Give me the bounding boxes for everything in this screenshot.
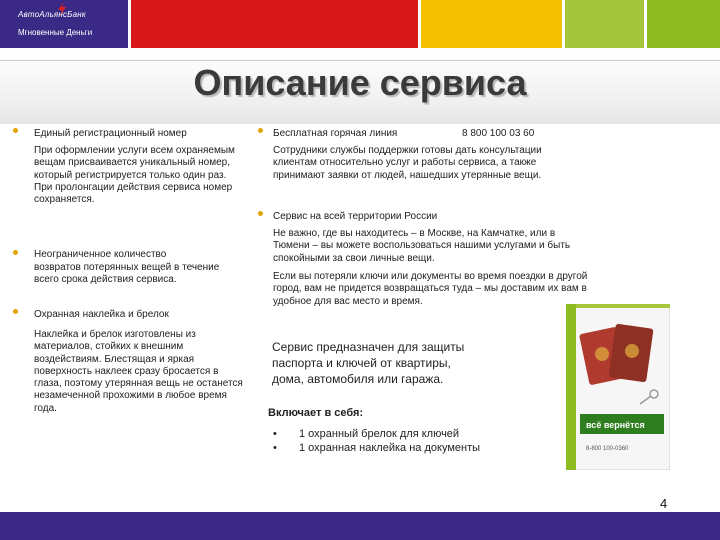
passport-icon bbox=[579, 324, 654, 386]
page-number: 4 bbox=[660, 496, 668, 511]
list-bullet-icon: • bbox=[273, 442, 277, 454]
includes-item-sticker: 1 охранная наклейка на документы bbox=[299, 442, 481, 454]
product-phone: 8-800 100-0360 bbox=[586, 446, 629, 452]
logo-top-text: АвтоАльянсБанк bbox=[18, 10, 86, 19]
header-strip-red bbox=[131, 0, 418, 48]
feature-body-number: При оформлении услуги всем охраняемым вещам присваивается уникальный номер, который регистрируется только один раз. При пролонгации действия сервиса номер сохраняется. bbox=[34, 145, 235, 206]
feature-title-hotline: Бесплатная горячая линия bbox=[273, 128, 398, 139]
list-item bbox=[273, 427, 503, 441]
product-package-image bbox=[566, 304, 670, 470]
page-title: Описание сервиса bbox=[193, 62, 527, 103]
feature-title-number: Единый регистрационный номер bbox=[34, 128, 187, 139]
title-divider bbox=[0, 60, 720, 61]
header-strip-yellow bbox=[421, 0, 562, 48]
includes-list bbox=[273, 427, 503, 455]
bullet-icon bbox=[13, 128, 18, 133]
feature-title-unlimited: Неограниченное количество bbox=[34, 249, 167, 260]
bank-logo[interactable] bbox=[0, 0, 128, 48]
header-bar bbox=[0, 0, 720, 48]
logo-bottom-text: Мгновенные Деньги bbox=[18, 28, 93, 37]
product-brand: всё вернётся bbox=[586, 420, 645, 430]
feature-body-russia: Не важно, где вы находитесь – в Москве, на Камчатке, или в Тюмени – вы можете воспользоваться нашими услугами и быть спокойными за свои личные вещи. bbox=[273, 228, 571, 264]
header-strip-green-dark bbox=[647, 0, 720, 48]
list-item bbox=[273, 441, 503, 455]
header-strip-green bbox=[565, 0, 644, 48]
service-purpose-text: Сервис предназначен для защиты паспорта и ключей от квартиры, дома, автомобиля или гаража. bbox=[272, 340, 465, 386]
includes-item-keychain: 1 охранный брелок для ключей bbox=[299, 428, 460, 440]
feature-title-russia: Сервис на всей территории России bbox=[273, 211, 438, 222]
list-bullet-icon: • bbox=[273, 428, 277, 440]
feature-body-unlimited: возвратов потерянных вещей в течение всего срока действия сервиса. bbox=[34, 262, 220, 286]
hotline-phone: 8 800 100 03 60 bbox=[462, 128, 535, 139]
feature-body-sticker: Наклейка и брелок изготовлены из материалов, стойких к внешним воздействиям. Блестящая и яркая поверхность наклеек сразу бросается в глаза, поэтому утерянная вещь не останется незамеченной прохожими в любое время года. bbox=[34, 329, 243, 414]
bullet-icon bbox=[13, 250, 18, 255]
includes-title: Включает в себя: bbox=[268, 407, 364, 419]
footer-bar bbox=[0, 512, 720, 540]
feature-body-delivery: Если вы потеряли ключи или документы во время поездки в другой город, вам не придется возвращаться туда – мы доставим их вам в удобное для вас место и время. bbox=[273, 271, 588, 307]
feature-body-hotline: Сотрудники службы поддержки готовы дать консультации клиентам относительно услуг и работы сервиса, а также принимают заявки от людей, нашедших утерянные вещи. bbox=[273, 145, 542, 181]
bullet-icon bbox=[258, 128, 263, 133]
bullet-icon bbox=[13, 309, 18, 314]
bullet-icon bbox=[258, 211, 263, 216]
feature-title-sticker: Охранная наклейка и брелок bbox=[34, 309, 169, 320]
